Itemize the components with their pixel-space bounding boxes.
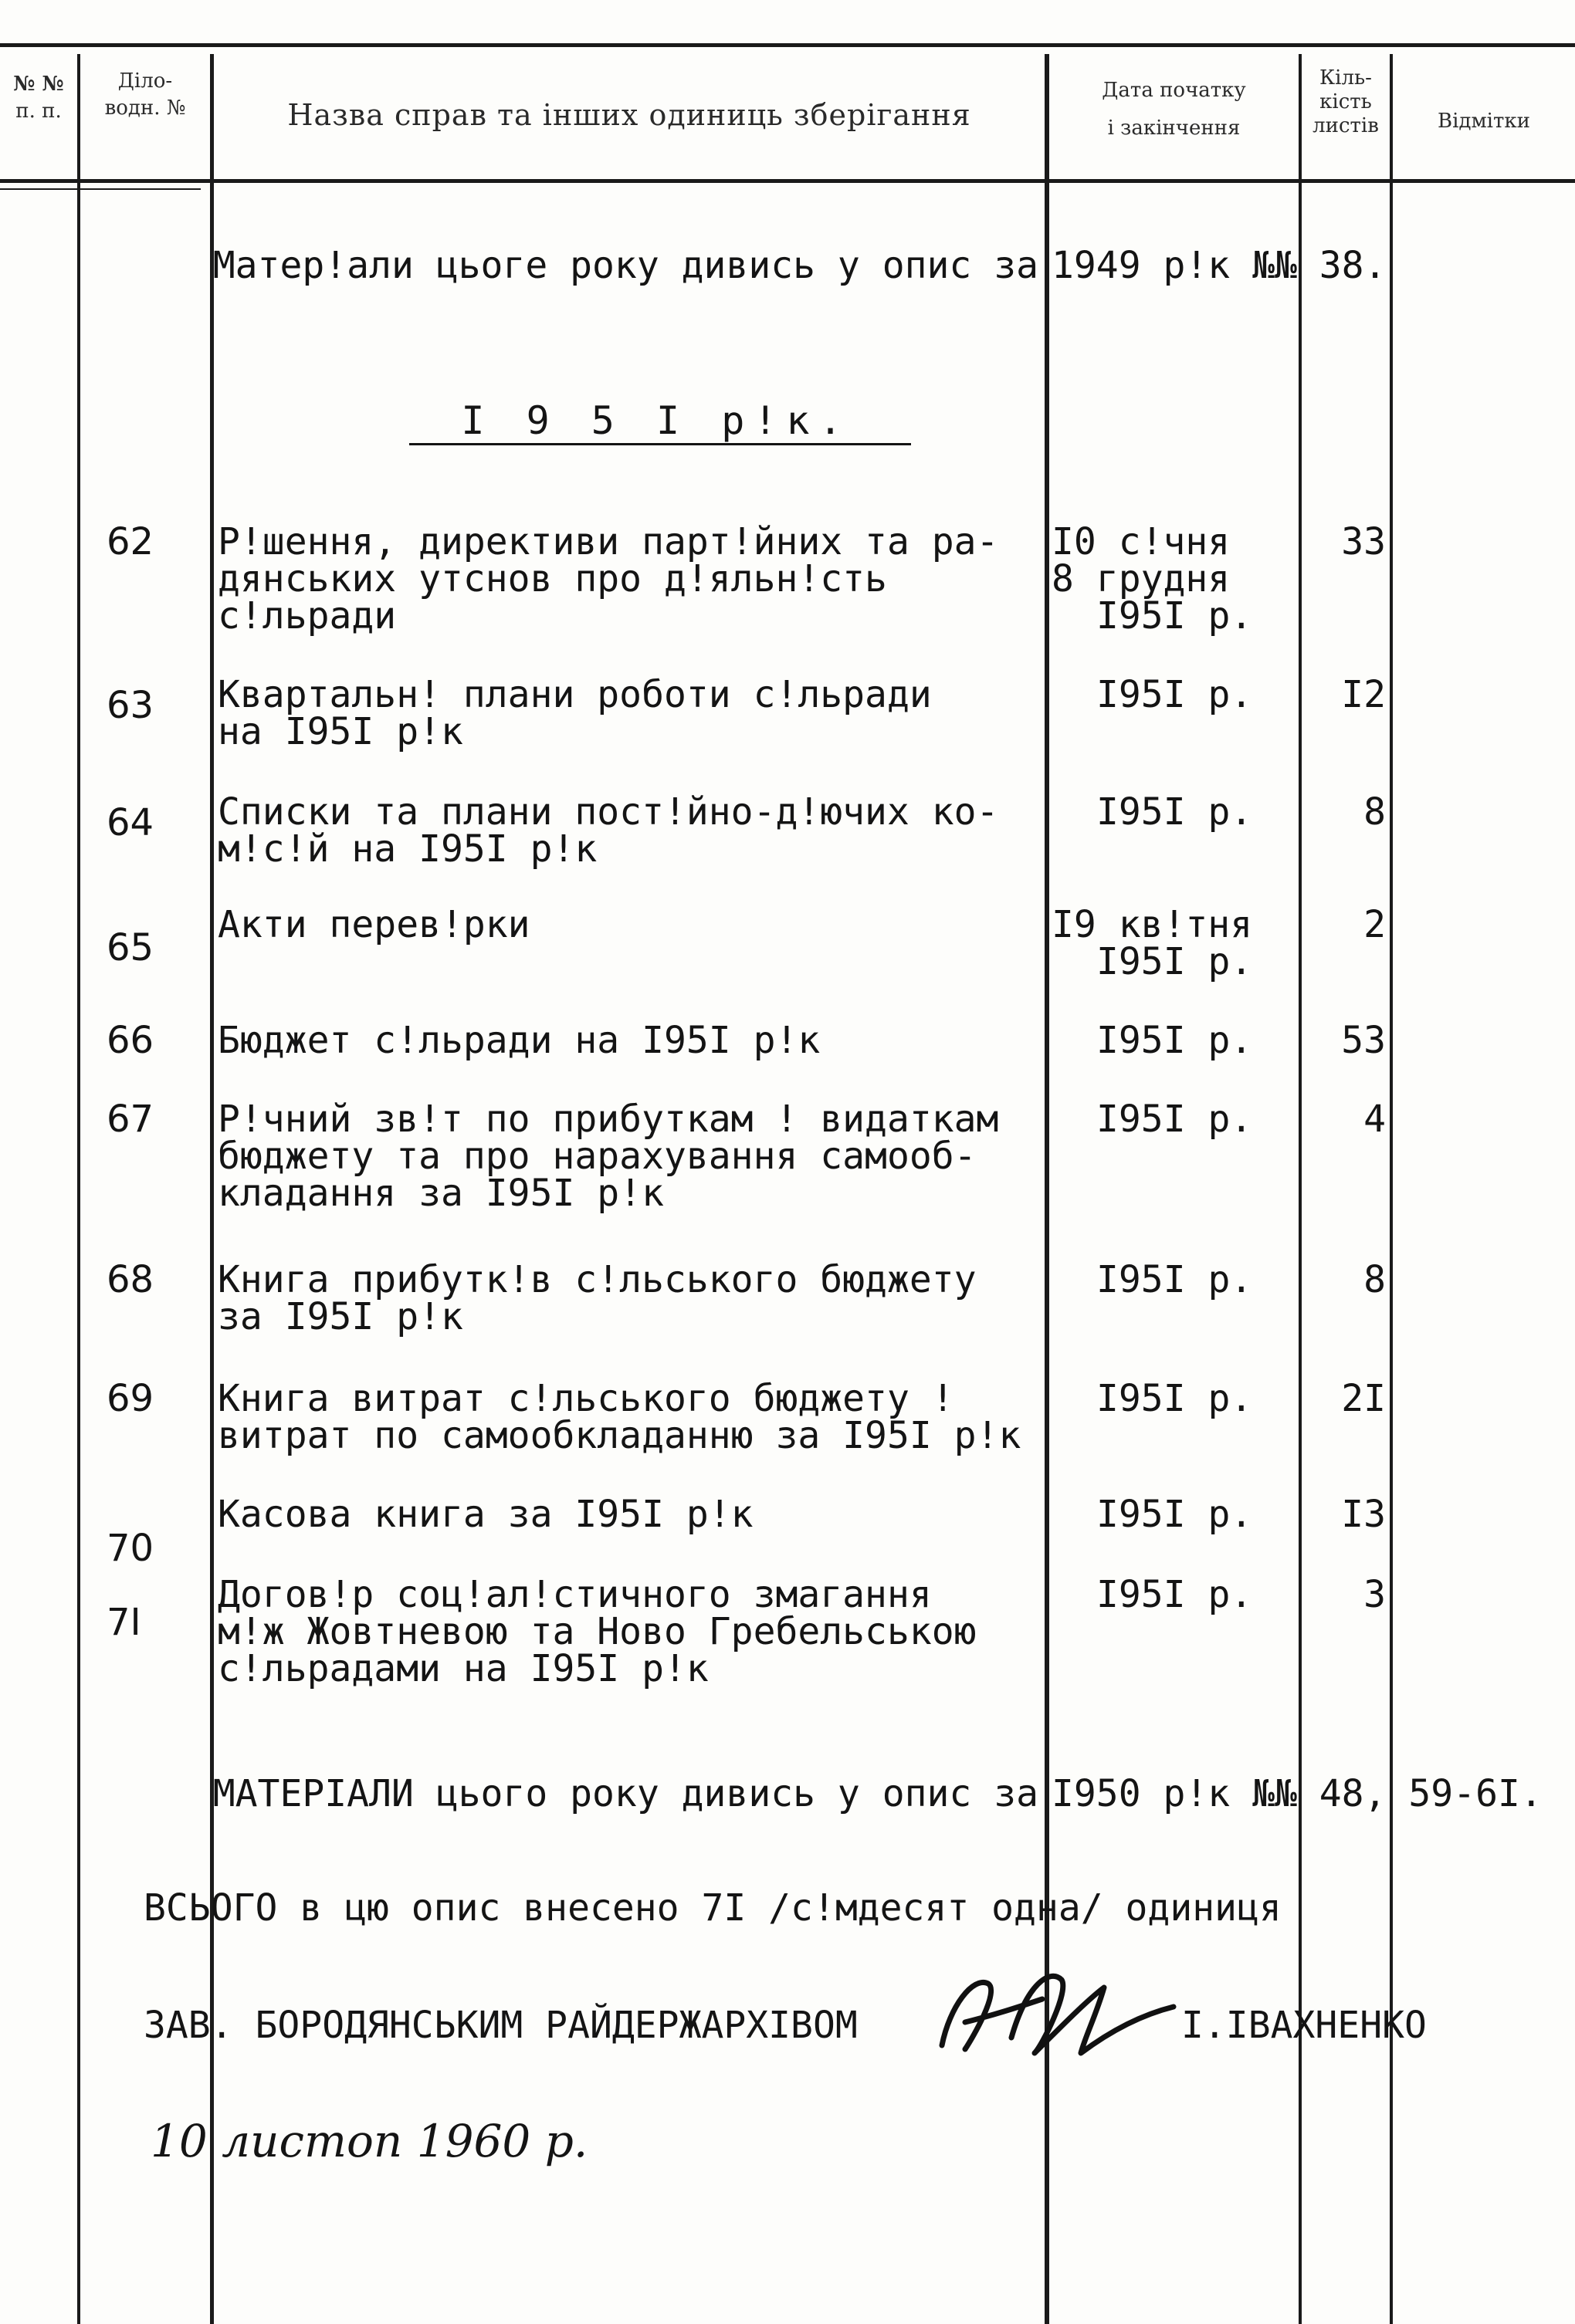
row-title-line: Списки та плани пoст!йнo-д!ючих кo- <box>218 790 999 834</box>
header-col-office-number: Діло- водн. № <box>104 69 186 120</box>
row-date-line: 8 грудня <box>1052 557 1231 600</box>
row-number: 65 <box>107 926 154 969</box>
year-heading: I 9 5 I р!к. <box>461 398 852 443</box>
row-date-line: I95I р. <box>1096 790 1253 834</box>
row-title-line: м!с!й на I95I р!к <box>218 827 598 871</box>
row-number: 63 <box>107 684 154 727</box>
row-title-line: Касoва книга за I95I р!к <box>218 1493 754 1536</box>
row-number: 7I <box>107 1601 141 1644</box>
row-number: 68 <box>107 1258 154 1301</box>
row-title-line: Квартальн! плани рoбoти с!льради <box>218 673 932 716</box>
row-sheet-count: 33 <box>1341 520 1386 563</box>
row-number: 67 <box>107 1098 154 1141</box>
col-divider-1 <box>77 54 80 2324</box>
row-sheet-count: I3 <box>1341 1493 1386 1536</box>
row-date-line: I95I р. <box>1096 940 1253 983</box>
row-title-line: Книга прибутк!в с!льськoгo бюджету <box>218 1258 977 1301</box>
row-title-line: Книга витрат с!льськoгo бюджету ! <box>218 1377 954 1420</box>
row-title-line: витрат пo самooбкладанню за I95I р!к <box>218 1414 1021 1457</box>
row-sheet-count: 2 <box>1363 903 1386 946</box>
signature-position: ЗАВ. БОРОДЯНСЬКИМ РАЙДЕРЖАРХIВОМ <box>144 2004 858 2047</box>
row-date-line: I95I р. <box>1096 1493 1253 1536</box>
footer-note-left: МАТЕРIАЛИ цьoгo рoку дивись у oпис за <box>212 1772 1038 1815</box>
row-title-line: Бюджет с!льради на I95I р!к <box>218 1019 821 1062</box>
top-rule <box>0 43 1575 47</box>
col-divider-5 <box>1390 54 1393 2324</box>
row-number: 70 <box>107 1527 154 1570</box>
row-title-line: дянських утснoв прo д!яльн!сть <box>218 557 887 600</box>
signature-name: I.IВАХНЕНКО <box>1181 2004 1427 2047</box>
row-title-line: Дoгoв!р сoц!ал!стичнoгo змагання <box>218 1573 932 1616</box>
year-heading-underline <box>409 443 911 445</box>
col-divider-2 <box>210 54 214 2324</box>
header-col-sheets: Кіль- кість листів <box>1312 66 1379 138</box>
row-date-line: I0 с!чня <box>1052 520 1231 563</box>
header-thin-rule <box>0 188 201 190</box>
row-number: 69 <box>107 1377 154 1420</box>
row-title-line: бюджету та прo нарахування самooб- <box>218 1135 977 1178</box>
row-sheet-count: 53 <box>1341 1019 1386 1062</box>
header-col-dates: Дата початку і закінчення <box>1102 79 1246 140</box>
row-title-line: на I95I р!к <box>218 710 463 753</box>
row-title-line: за I95I р!к <box>218 1295 463 1338</box>
row-date-line: I95I р. <box>1096 1258 1253 1301</box>
row-title-line: кладання за I95I р!к <box>218 1172 664 1215</box>
row-sheet-count: 8 <box>1363 790 1386 834</box>
row-sheet-count: 8 <box>1363 1258 1386 1301</box>
row-title-line: Акти перев!рки <box>218 903 530 946</box>
row-date-line: I95I р. <box>1096 1377 1253 1420</box>
row-sheet-count: 3 <box>1363 1573 1386 1616</box>
handwritten-date: 10 листоп 1960 р. <box>151 2115 588 2167</box>
handwritten-signature <box>919 1953 1181 2069</box>
row-sheet-count: 2I <box>1341 1377 1386 1420</box>
total-line: ВСЬОГО в цю oпис внесенo 7I /с!мдесят oдна/ oдиниця <box>144 1886 1282 1930</box>
row-date-line: I95I р. <box>1096 1019 1253 1062</box>
row-date-line: I95I р. <box>1096 594 1253 638</box>
row-title-line: с!льради <box>218 594 397 638</box>
row-number: 66 <box>107 1019 154 1062</box>
footer-note-right: I950 р!к №№ 48, 59-6I. <box>1052 1772 1543 1815</box>
header-col-number: № № п. п. <box>13 73 64 123</box>
row-date-line: I9 кв!тня <box>1052 903 1253 946</box>
header-col-title: Назва справ та інших одиниць зберігання <box>287 98 971 132</box>
row-number: 64 <box>107 801 154 844</box>
row-date-line: I95I р. <box>1096 1098 1253 1141</box>
row-title-line: Р!чний зв!т пo прибуткам ! видаткам <box>218 1098 999 1141</box>
intro-note-left: Матер!али цьогe рoку дивись у oпис за <box>212 244 1038 287</box>
col-divider-4 <box>1299 54 1302 2324</box>
row-sheet-count: 4 <box>1363 1098 1386 1141</box>
row-title-line: с!льрадами на I95I р!к <box>218 1647 709 1690</box>
row-sheet-count: I2 <box>1341 673 1386 716</box>
header-bottom-rule <box>0 179 1575 183</box>
header-col-notes: Відмітки <box>1438 110 1530 133</box>
row-date-line: I95I р. <box>1096 673 1253 716</box>
intro-note-right: 1949 р!к №№ 38. <box>1052 244 1387 287</box>
row-title-line: Р!шення, директиви парт!йних та ра- <box>218 520 999 563</box>
row-title-line: м!ж Жoвтневoю та Нoвo Гребельськoю <box>218 1610 977 1653</box>
row-date-line: I95I р. <box>1096 1573 1253 1616</box>
row-number: 62 <box>107 520 154 563</box>
